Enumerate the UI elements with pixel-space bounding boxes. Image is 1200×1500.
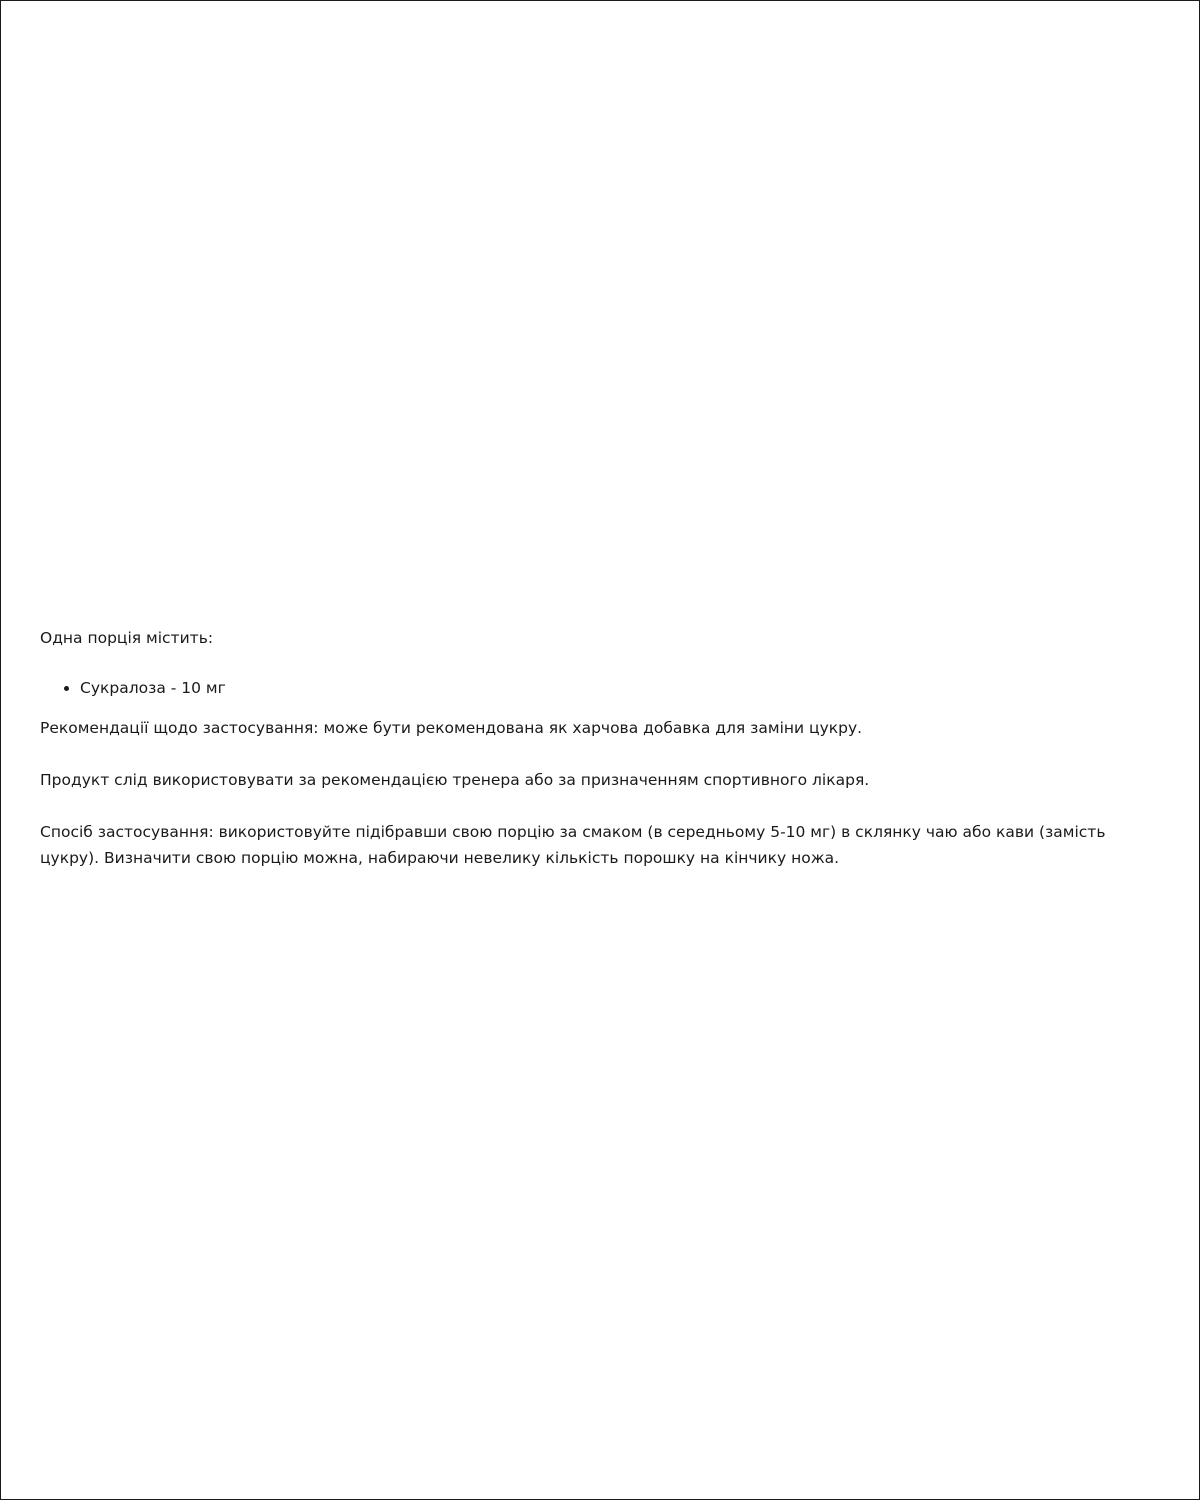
ingredient-item: • Сукралоза - 10 мг: [80, 675, 1140, 701]
recommendations-paragraph: Рекомендації щодо застосування: може бути рекомендована як харчова добавка для заміни цукру.: [40, 719, 863, 737]
usage-note-paragraph: Продукт слід використовувати за рекомендацією тренера або за призначенням спортивного лікаря.: [40, 771, 870, 789]
serving-heading: Одна порція містить:: [40, 629, 214, 647]
product-description: [40, 625, 1140, 897]
method-paragraph: Спосіб застосування: використовуйте підібравши свою порцію за смаком (в середньому 5-10 мг) в склянку чаю або кави (замість цукру). Визначити свою порцію можна, набираючи невелику кількість порошку на кінчику ножа.: [40, 823, 1106, 867]
ingredients-list: [40, 675, 1140, 701]
